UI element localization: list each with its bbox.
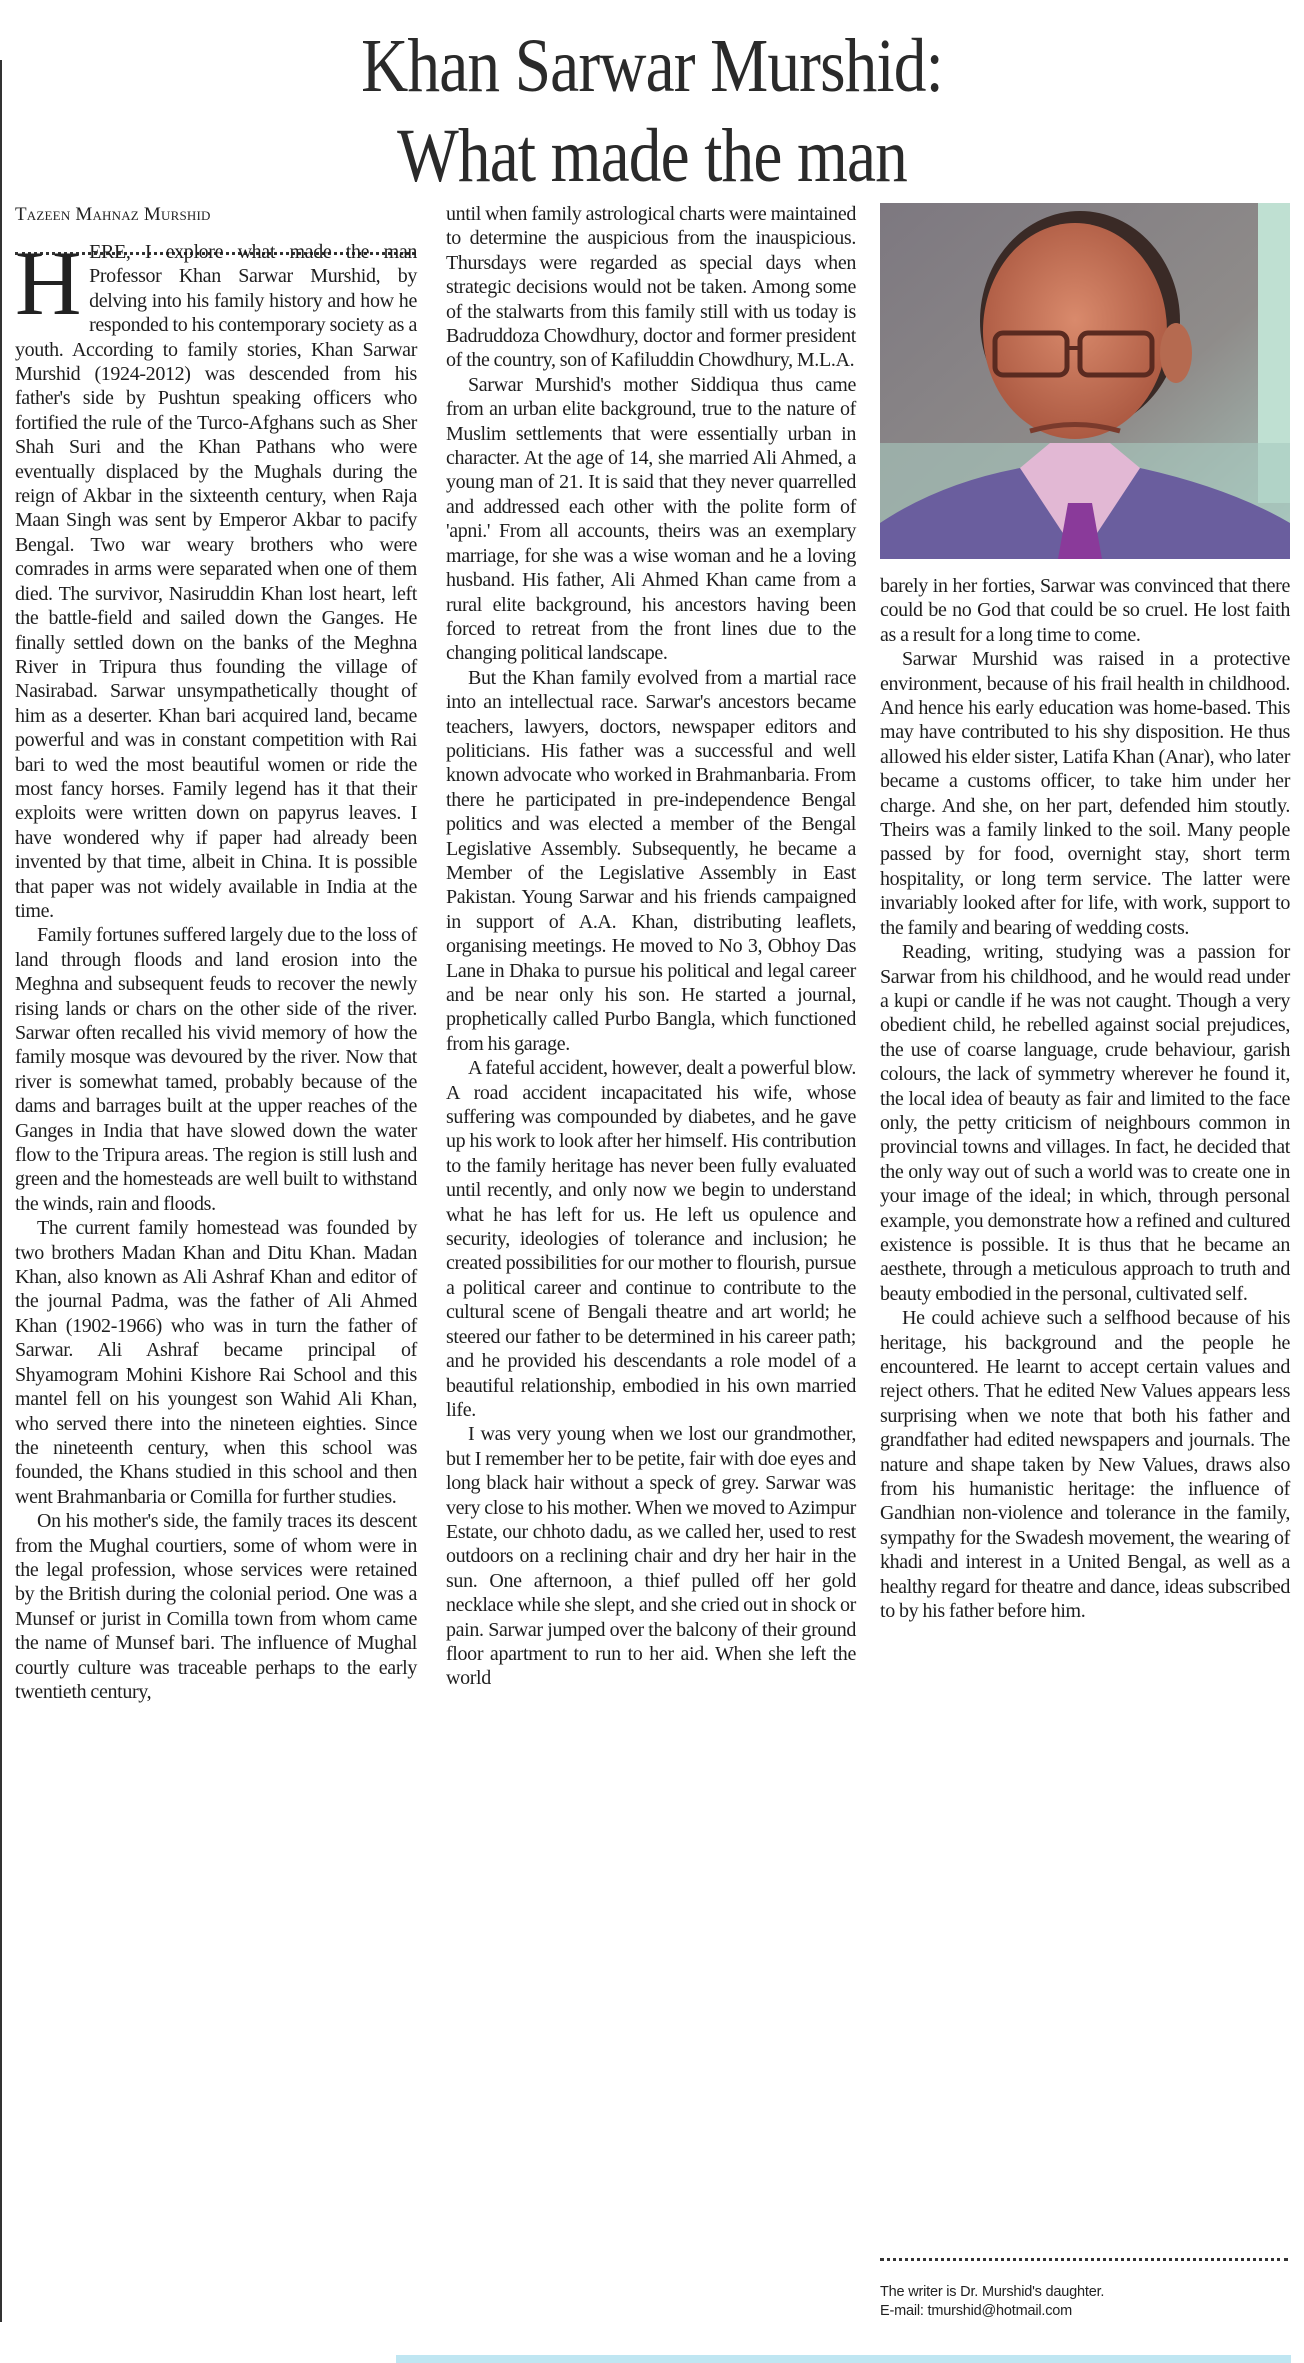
paragraph: But the Khan family evolved from a martial race into an intellectual race. Sarwar's ancestors became teachers, lawyers, doctors, newspaper editors and politicians. His father was a successful and well known advocate who worked in Brahmanbaria. From there he participated in pre-independence Bengal politics and was elected a member of the Bengal Legislative Assembly. Subsequently, he became a Member of the Legislative Assembly in East Pakistan. Young Sarwar and his friends campaigned in support of A.A. Khan, distributing leaflets, organising meetings. He moved to No 3, Obhoy Das Lane in Dhaka to pursue his political and legal career and be near only his son. He started a journal, prophetically called Purbo Bangla, which functioned from his garage.	[446, 666, 856, 1055]
paragraph: Sarwar Murshid was raised in a protective environment, because of his frail health in childhood. And hence his early education was home-based. This may have contributed to his shy disposition. He thus allowed his elder sister, Latifa Khan (Anar), who later became a customs officer, to take him under her charge. And she, on her part, defended him stoutly. Theirs was a family linked to the soil. Many people passed by for food, overnight stay, short term hospitality, or long term service. The latter were invariably looked after for life, with work, support to the family and bearing of wedding costs.	[880, 648, 1290, 939]
paragraph: Family fortunes suffered largely due to the loss of land through floods and land erosion into the Meghna and subsequent feuds to recover the newly rising lands or chars on the other side of the river. Sarwar often recalled his vivid memory of how the family mosque was devoured by the river. Now that river is somewhat tamed, probably because of the dams and barrages built at the upper reaches of the Ganges in India that have slowed down the water flow to the Tripura areas. The region is still lush and green and the homesteads are well built to withstand the winds, rain and floods.	[15, 924, 417, 1215]
byline: Tazeen Mahnaz Murshid	[15, 204, 211, 225]
paragraph: barely in her forties, Sarwar was convinced that there could be no God that could be so cruel. He lost faith as a result for a long time to come.	[880, 575, 1290, 646]
paragraph: Reading, writing, studying was a passion for Sarwar from his childhood, and he would read under a kupi or candle if he was not caught. Though a very obedient child, he rebelled against social prejudices, the use of coarse language, crude behaviour, garish colours, the lack of symmetry wherever he found it, the local idea of beauty as fair and limited to the face only, the petty criticism of neighbours common in provincial towns and villages. In fact, he decided that the only way out of such a world was to create one in your image of the ideal; in which, through personal example, you demonstrate how a refined and cultured existence is possible. It is thus that he became an aesthete, through a meticulous approach to truth and beauty embodied in the personal, cultivated self.	[880, 941, 1290, 1305]
paragraph: until when family astrological charts were maintained to determine the auspicious from the inauspicious. Thursdays were regarded as special days when strategic decisions would not be taken. Among some of the stalwarts from this family still with us today is Badruddoza Chowdhury, doctor and former president of the country, son of Kafiluddin Chowdhury, M.L.A.	[446, 203, 856, 372]
next-section-bar	[396, 2355, 1291, 2363]
paragraph: The current family homestead was founded by two brothers Madan Khan and Ditu Khan. Madan Khan, also known as Ali Ashraf Khan and editor of the journal Padma, was the father of Ali Ahmed Khan (1902-1966) who was in turn the father of Sarwar. Ali Ashraf became principal of Shyamogram Mohini Kishore Rai School and this mantel fell on his youngest son Wahid Ali Khan, who served there into the nineteen eighties. Since the nineteenth century, when this school was founded, the Khans studied in this school and then went Brahmanbaria or Comilla for further studies.	[15, 1217, 417, 1508]
article-column-2	[446, 202, 856, 1691]
column-rule	[0, 60, 2, 2322]
paragraph	[15, 232, 417, 923]
paragraph: He could achieve such a selfhood because of his heritage, his background and the people he encountered. He learnt to accept certain values and reject others. That he edited New Values appears less surprising when we note that both his father and grandfather had edited newspapers and journals. The nature and shape taken by New Values, draws also from his humanistic heritage: the influence of Gandhian non-violence and tolerance in the family, sympathy for the Swadesh movement, the wearing of khadi and interest in a United Bengal, as well as a healthy regard for theatre and dance, ideas subscribed to by his father before him.	[880, 1307, 1290, 1623]
paragraph: A fateful accident, however, dealt a powerful blow. A road accident incapacitated his wife, whose suffering was compounded by diabetes, and he gave up his work to look after her himself. His contribution to the family heritage has never been fully evaluated until recently, and only now we begin to understand what he has left for us. He left us opulence and security, ideologies of tolerance and inclusion; he created possibilities for our mother to flourish, pursue a political career and continue to contribute to the cultural scene of Bengali theatre and art world; he steered our father to be determined in his career path; and he provided his descendants a role model of a beautiful relationship, embodied in his own married life.	[446, 1057, 856, 1421]
article-column-1	[15, 232, 417, 1704]
article-column-3	[880, 574, 1290, 1623]
drop-cap: H	[15, 232, 82, 334]
end-divider	[880, 2258, 1288, 2261]
paragraph-text: ERE, I explore what made the man Professor Khan Sarwar Murshid, by delving into his family history and how he responded to his contemporary society as a youth. According to family stories, Khan Sarwar Murshid (1924-2012) was descended from his father's side by Pushtun speaking officers who fortified the rule of the Turco-Afghans such as Sher Shah Suri and the Khan Pathans who were eventually displaced by the Mughals during the reign of Akbar in the sixteenth century, when Raja Maan Singh was sent by Emperor Akbar to pacify Bengal. Two war weary brothers who were comrades in arms were separated when one of them died. The survivor, Nasiruddin Khan lost heart, left the battle-field and sailed down the Ganges. He finally settled down on the banks of the Meghna River in Tripura thus founding the village of Nasirabad. Sarwar unsympathetically thought of him as a deserter. Khan bari acquired land, became powerful and was in constant competition with Rai bari to wed the most beautiful women or ride the most fancy horses. Family legend has it that their exploits were written down on papyrus leaves. I have wondered why if paper had already been invented by that time, albeit in China. It is possible that paper was not widely available in India at the time.	[15, 241, 417, 922]
portrait-photo	[880, 203, 1290, 559]
author-note	[880, 2283, 1104, 2321]
paragraph: Sarwar Murshid's mother Siddiqua thus came from an urban elite background, true to the nature of Muslim settlements that were essentially urban in character. At the age of 14, she married Ali Ahmed, a young man of 21. It is said that they never quarrelled and addressed each other with the polite form of 'apni.' From all accounts, theirs was an exemplary marriage, for she was a wise woman and he a loving husband. His father, Ali Ahmed Khan came from a rural elite background, his ancestors having been forced to retreat from the front lines due to the changing political landscape.	[446, 373, 856, 665]
author-email: E-mail: tmurshid@hotmail.com	[880, 2303, 1073, 2319]
paragraph: On his mother's side, the family traces its descent from the Mughal courtiers, some of whom were in the legal profession, whose services were retained by the British during the colonial period. One was a Munsef or jurist in Comilla town from whom came the name of Munsef bari. The influence of Mughal courtly culture was traceable perhaps to the early twentieth century,	[15, 1510, 417, 1703]
paragraph: I was very young when we lost our grandmother, but I remember her to be petite, fair with doe eyes and long black hair without a speck of grey. Sarwar was very close to his mother. When we moved to Azimpur Estate, our chhoto dadu, as we called her, used to rest outdoors on a reclining chair and dry her hair in the sun. One afternoon, a thief pulled off her gold necklace while she slept, and she cried out in shock or pain. Sarwar jumped over the balcony of their ground floor apartment to run to her aid. When she left the world	[446, 1423, 856, 1690]
headline-line-1: Khan Sarwar Murshid:	[361, 24, 943, 108]
author-note-line: The writer is Dr. Murshid's daughter.	[880, 2284, 1105, 2300]
headline-line-2: What made the man	[397, 114, 907, 198]
